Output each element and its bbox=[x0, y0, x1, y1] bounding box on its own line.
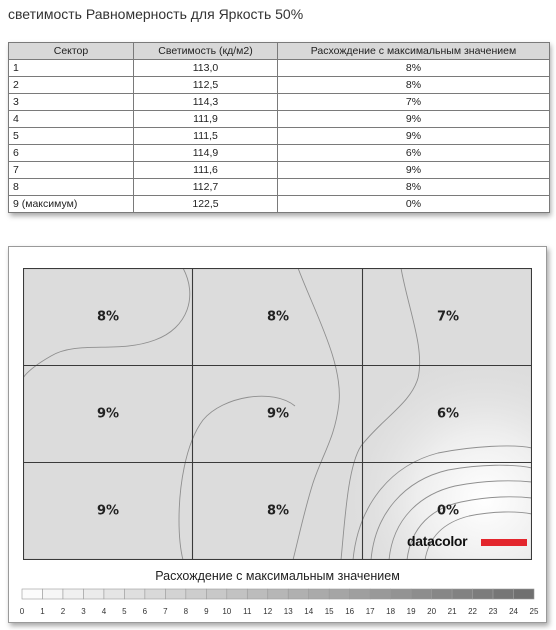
cell-luminance: 111,9 bbox=[134, 111, 278, 128]
table-row bbox=[9, 111, 550, 128]
column-header-sector: Сектор bbox=[9, 43, 134, 60]
table-header-row bbox=[9, 43, 550, 60]
cell-deviation: 8% bbox=[278, 60, 550, 77]
scale-segment bbox=[247, 589, 267, 599]
datacolor-logo-text: datacolor bbox=[407, 533, 468, 549]
table-row bbox=[9, 145, 550, 162]
scale-tick-label: 4 bbox=[101, 607, 107, 616]
uniformity-table-container bbox=[8, 42, 549, 213]
table-row bbox=[9, 94, 550, 111]
scale-tick-label: 3 bbox=[81, 607, 86, 616]
scale-tick-label: 20 bbox=[427, 607, 437, 616]
column-header-deviation: Расхождение с максимальным значением bbox=[278, 43, 550, 60]
sector-7-deviation-label: 9% bbox=[96, 503, 120, 519]
sector-3-deviation-label: 7% bbox=[436, 309, 460, 325]
scale-tick-label: 13 bbox=[283, 607, 293, 616]
cell-sector: 6 bbox=[9, 145, 134, 162]
scale-tick-label: 1 bbox=[40, 607, 45, 616]
scale-segment bbox=[227, 589, 247, 599]
table-row bbox=[9, 162, 550, 179]
cell-sector: 2 bbox=[9, 77, 134, 94]
cell-deviation: 9% bbox=[278, 111, 550, 128]
column-header-luminance: Светимость (кд/м2) bbox=[134, 43, 278, 60]
cell-luminance: 113,0 bbox=[134, 60, 278, 77]
cell-sector: 9 (максимум) bbox=[9, 196, 134, 213]
scale-tick-label: 14 bbox=[304, 607, 314, 616]
table-row bbox=[9, 196, 550, 213]
cell-deviation: 8% bbox=[278, 77, 550, 94]
scale-tick-label: 5 bbox=[122, 607, 127, 616]
scale-segment bbox=[452, 589, 472, 599]
cell-sector: 7 bbox=[9, 162, 134, 179]
sector-9-deviation-label: 0% bbox=[436, 503, 460, 519]
scale-tick-label: 25 bbox=[529, 607, 539, 616]
scale-segment bbox=[350, 589, 370, 599]
cell-luminance: 111,5 bbox=[134, 128, 278, 145]
scale-segment bbox=[493, 589, 513, 599]
scale-tick-label: 2 bbox=[60, 607, 66, 616]
scale-tick-label: 8 bbox=[183, 607, 189, 616]
cell-deviation: 0% bbox=[278, 196, 550, 213]
scale-tick-label: 11 bbox=[243, 607, 252, 616]
sector-5-deviation-label: 9% bbox=[266, 406, 290, 422]
scale-tick-label: 24 bbox=[509, 607, 518, 616]
scale-tick-label: 15 bbox=[324, 607, 334, 616]
cell-sector: 5 bbox=[9, 128, 134, 145]
scale-tick-label: 7 bbox=[163, 607, 168, 616]
scale-tick-label: 17 bbox=[365, 607, 375, 616]
scale-tick-label: 19 bbox=[406, 607, 416, 616]
scale-segment bbox=[391, 589, 411, 599]
scale-tick-label: 0 bbox=[19, 607, 25, 616]
cell-sector: 3 bbox=[9, 94, 134, 111]
cell-sector: 8 bbox=[9, 179, 134, 196]
scale-segment bbox=[206, 589, 226, 599]
scale-segment bbox=[63, 589, 83, 599]
scale-segment bbox=[165, 589, 185, 599]
uniformity-table bbox=[8, 42, 550, 213]
scale-segment bbox=[83, 589, 103, 599]
scale-tick-label: 10 bbox=[222, 607, 232, 616]
scale-segment bbox=[288, 589, 308, 599]
cell-deviation: 7% bbox=[278, 94, 550, 111]
scale-tick-label: 16 bbox=[345, 607, 355, 616]
scale-segment bbox=[268, 589, 288, 599]
cell-luminance: 112,5 bbox=[134, 77, 278, 94]
scale-title: Расхождение с максимальным значением bbox=[155, 569, 400, 583]
table-row bbox=[9, 77, 550, 94]
scale-segment bbox=[411, 589, 431, 599]
scale-segment bbox=[186, 589, 206, 599]
scale-segment bbox=[124, 589, 144, 599]
cell-luminance: 112,7 bbox=[134, 179, 278, 196]
cell-luminance: 114,9 bbox=[134, 145, 278, 162]
scale-tick-label: 21 bbox=[447, 607, 457, 616]
scale-segment bbox=[42, 589, 62, 599]
scale-segment bbox=[329, 589, 349, 599]
scale-segment bbox=[473, 589, 493, 599]
table-row bbox=[9, 60, 550, 77]
scale-segment bbox=[514, 589, 534, 599]
sector-8-deviation-label: 8% bbox=[266, 503, 290, 519]
cell-luminance: 114,3 bbox=[134, 94, 278, 111]
scale-tick-label: 12 bbox=[263, 607, 273, 616]
sector-2-deviation-label: 8% bbox=[266, 309, 290, 325]
cell-deviation: 9% bbox=[278, 162, 550, 179]
scale-tick-label: 9 bbox=[204, 607, 209, 616]
scale-segment bbox=[432, 589, 452, 599]
table-row bbox=[9, 179, 550, 196]
table-body bbox=[9, 60, 550, 213]
scale-tick-label: 22 bbox=[468, 607, 478, 616]
cell-deviation: 9% bbox=[278, 128, 550, 145]
scale-segment bbox=[22, 589, 42, 599]
sector-6-deviation-label: 6% bbox=[436, 406, 460, 422]
cell-luminance: 122,5 bbox=[134, 196, 278, 213]
sector-4-deviation-label: 9% bbox=[96, 406, 120, 422]
page-title: светимость Равномерность для Яркость 50% bbox=[8, 6, 304, 22]
scale-segment bbox=[309, 589, 329, 599]
cell-sector: 1 bbox=[9, 60, 134, 77]
scale-segment bbox=[145, 589, 165, 599]
uniformity-map-panel bbox=[8, 246, 547, 623]
cell-deviation: 8% bbox=[278, 179, 550, 196]
scale-segment bbox=[104, 589, 124, 599]
sector-1-deviation-label: 8% bbox=[96, 309, 120, 325]
scale-tick-label: 18 bbox=[386, 607, 396, 616]
datacolor-logo-bar bbox=[481, 539, 527, 546]
scale-tick-label: 23 bbox=[488, 607, 498, 616]
cell-deviation: 6% bbox=[278, 145, 550, 162]
scale-tick-label: 6 bbox=[142, 607, 148, 616]
scale-segment bbox=[370, 589, 390, 599]
cell-sector: 4 bbox=[9, 111, 134, 128]
table-row bbox=[9, 128, 550, 145]
deviation-scale-bar bbox=[17, 587, 539, 619]
cell-luminance: 111,6 bbox=[134, 162, 278, 179]
